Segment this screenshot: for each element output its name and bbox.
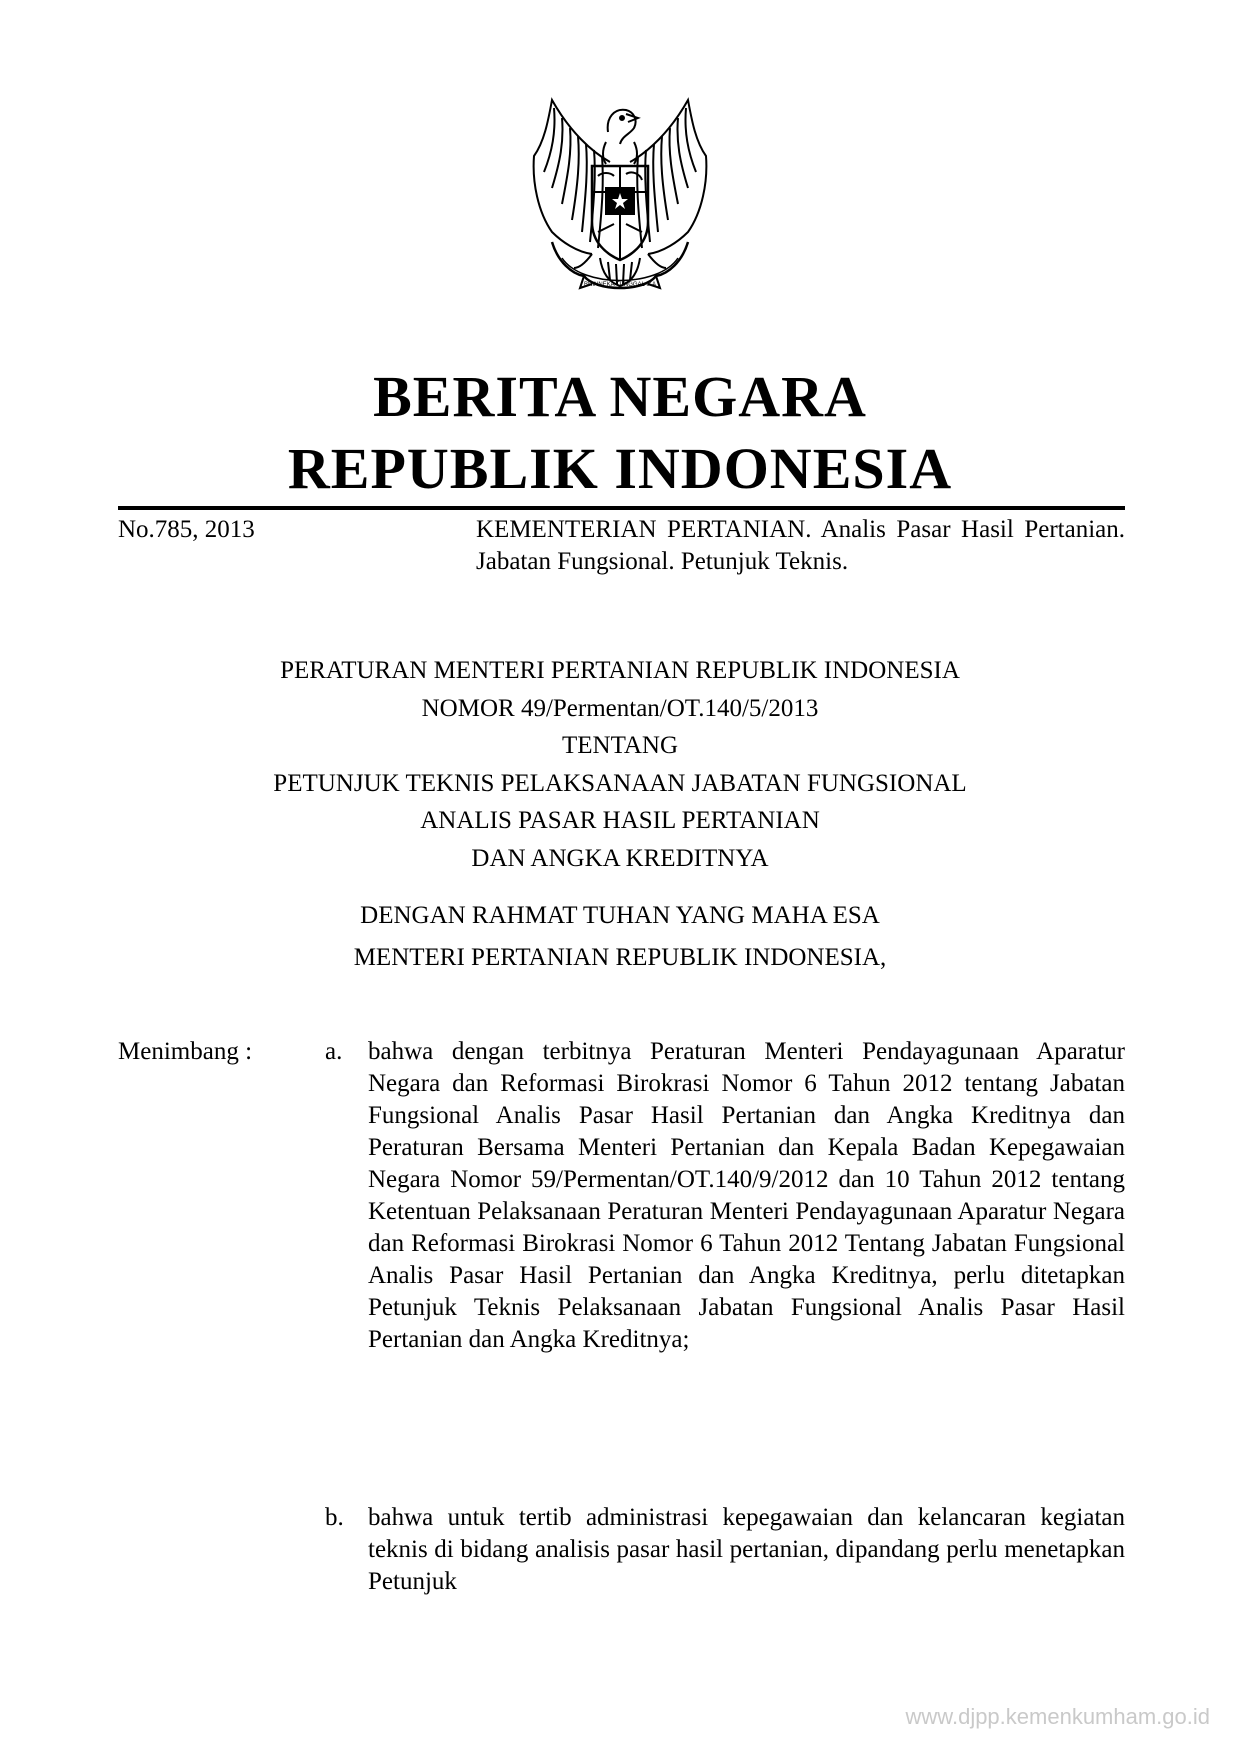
consideration-text: bahwa dengan terbitnya Peraturan Menteri Pendayagunaan Aparatur Negara dan Reformasi Birokrasi Nomor 6 Tahun 2012 tentang Jabatan Fungsional Analis Pasar Hasil Pertanian dan Angka Kreditnya dan Peraturan Bersama Menteri Pertanian dan Kepala Badan Kepegawaian Negara Nomor 59/Permentan/OT.140/9/2012 dan 10 Tahun 2012 tentang Ketentuan Pelaksanaan Peraturan Menteri Pendayagunaan Aparatur Negara dan Reformasi Birokrasi Nomor 6 Tahun 2012 Tentang Jabatan Fungsional Analis Pasar Hasil Pertanian dan Angka Kreditnya, perlu ditetapkan Petunjuk Teknis Pelaksanaan Jabatan Fungsional Analis Pasar Hasil Pertanian dan Angka Kreditnya; bbox=[368, 1038, 1125, 1353]
gazette-subject: KEMENTERIAN PERTANIAN. Analis Pasar Hasil Pertanian. Jabatan Fungsional. Petunjuk Teknis. bbox=[476, 516, 1125, 575]
gazette-title: BERITA NEGARA bbox=[373, 364, 867, 429]
garuda-emblem-icon bbox=[522, 92, 718, 310]
regulation-title: PERATURAN MENTERI PERTANIAN REPUBLIK INDONESIA bbox=[280, 657, 960, 684]
regulation-subject-line3: DAN ANGKA KREDITNYA bbox=[471, 844, 769, 872]
invocation bbox=[0, 895, 1240, 979]
gazette-number: No.785, 2013 bbox=[118, 516, 255, 543]
considering-label: Menimbang : bbox=[118, 1038, 253, 1065]
regulation-about: TENTANG bbox=[561, 732, 679, 759]
invocation-line: DENGAN RAHMAT TUHAN YANG MAHA ESA bbox=[360, 902, 880, 929]
consideration-letter: b. bbox=[325, 1504, 344, 1531]
minister-line: MENTERI PERTANIAN REPUBLIK INDONESIA, bbox=[353, 944, 887, 971]
regulation-heading bbox=[0, 652, 1240, 877]
gazette-title-subline: REPUBLIK INDONESIA bbox=[287, 436, 953, 501]
emblem-motto-text: BHINNEKA TUNGGAL IKA bbox=[583, 282, 657, 288]
regulation-number: NOMOR 49/Permentan/OT.140/5/2013 bbox=[421, 694, 819, 722]
watermark-url: www.djpp.kemenkumham.go.id bbox=[905, 1704, 1210, 1729]
consideration-letter: a. bbox=[325, 1038, 343, 1065]
consideration-text: bahwa untuk tertib administrasi kepegawaian dan kelancaran kegiatan teknis di bidang analisis pasar hasil pertanian, dipandang perlu menetapkan Petunjuk bbox=[368, 1504, 1125, 1595]
regulation-subject-line2: ANALIS PASAR HASIL PERTANIAN bbox=[420, 807, 820, 834]
title-divider bbox=[118, 506, 1125, 510]
regulation-subject-line1: PETUNJUK TEKNIS PELAKSANAAN JABATAN FUNGSIONAL bbox=[273, 769, 967, 797]
